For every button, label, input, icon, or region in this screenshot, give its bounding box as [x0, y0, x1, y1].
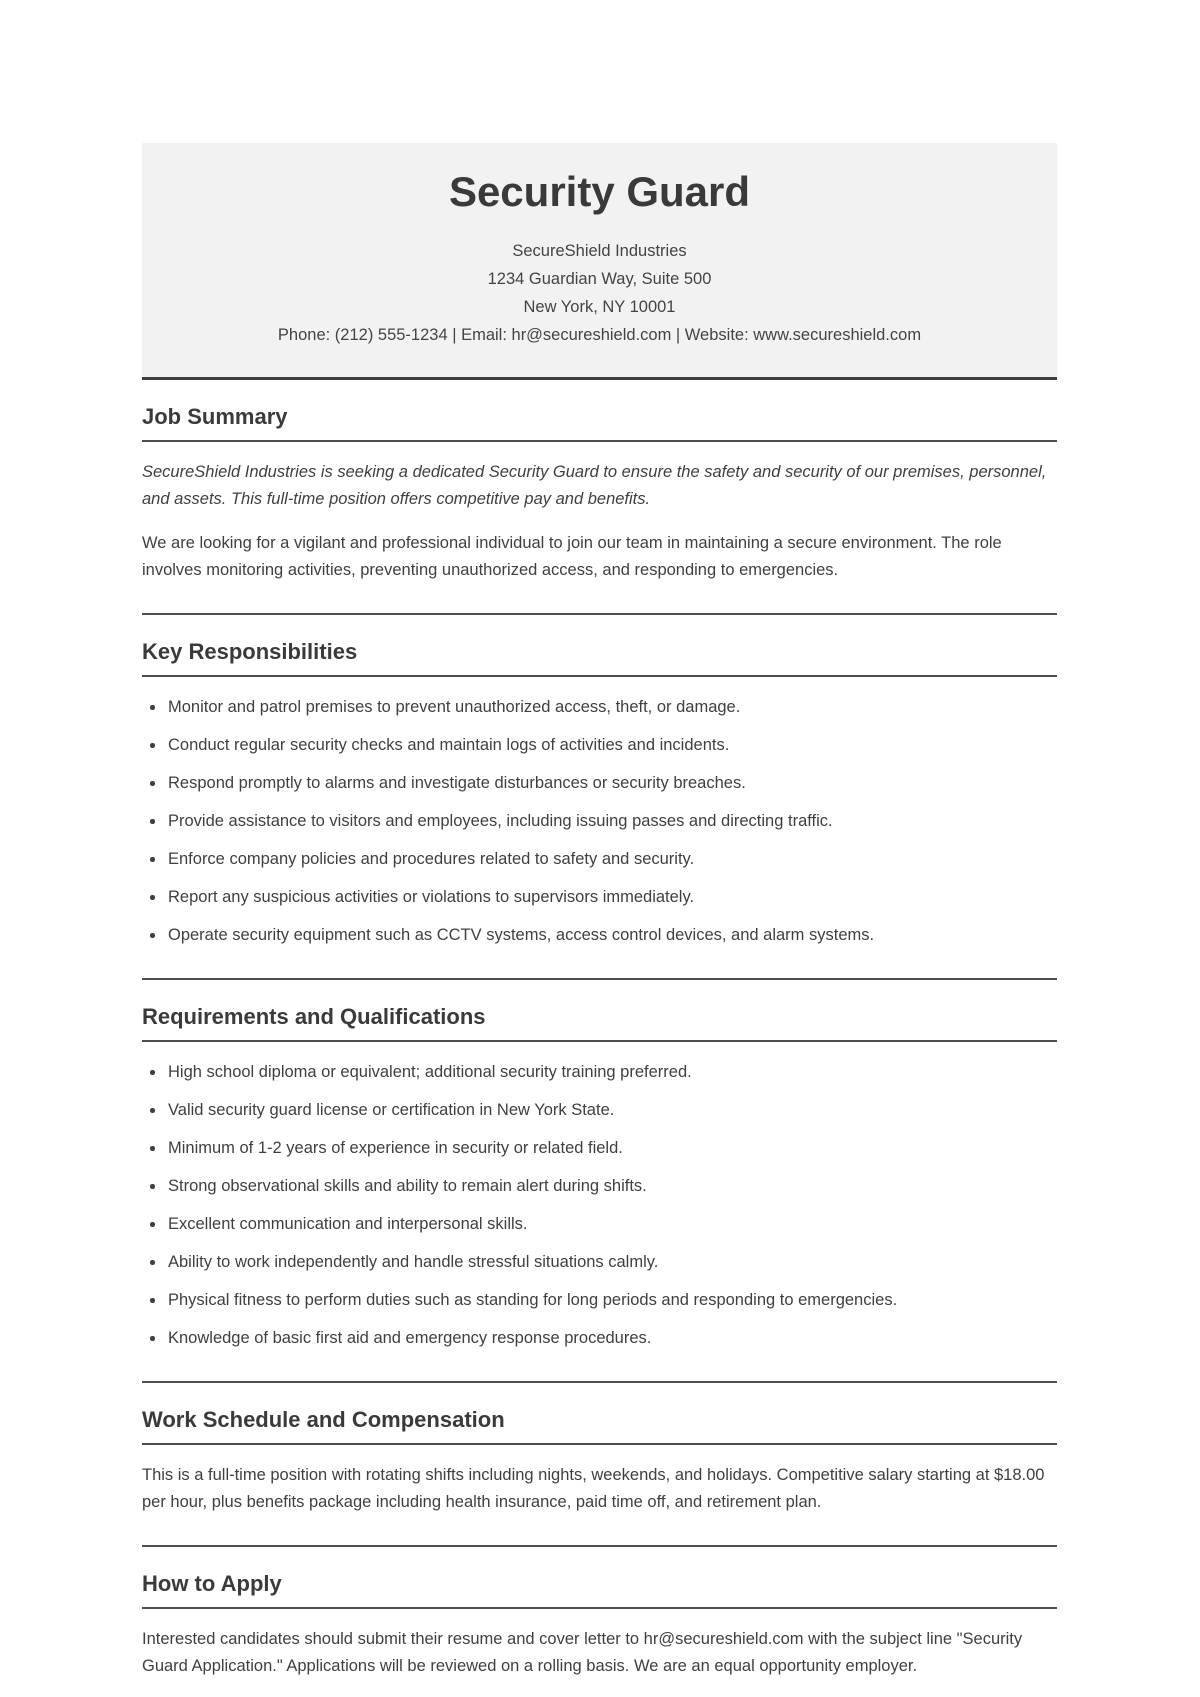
requirements-heading: Requirements and Qualifications: [142, 1004, 486, 1029]
section-job-summary: [142, 402, 1057, 584]
responsibility-item: Monitor and patrol premises to prevent unauthorized access, theft, or damage.: [142, 694, 1057, 721]
section-key-responsibilities: [142, 637, 1057, 949]
section-how-to-apply: [142, 1569, 1057, 1680]
job-summary-heading: Job Summary: [142, 404, 288, 429]
section-work-schedule: [142, 1405, 1057, 1516]
contact-line: Phone: (212) 555-1234 | Email: hr@secureshield.com | Website: www.secureshield.com: [277, 326, 922, 344]
address-city: New York, NY 10001: [523, 298, 676, 316]
heading-divider: [142, 440, 1057, 442]
how-to-apply-paragraph: Interested candidates should submit their resume and cover letter to hr@secureshield.com with the subject line "Security Guard Application." Applications will be reviewed on a rolling basis. We are an equal opportunity employer.: [142, 1630, 1023, 1675]
requirement-item: Knowledge of basic first aid and emergency response procedures.: [142, 1325, 1057, 1352]
requirement-item: Physical fitness to perform duties such as standing for long periods and responding to emergencies.: [142, 1287, 1057, 1314]
heading-divider: [142, 1443, 1057, 1445]
section-divider: [142, 1381, 1057, 1383]
section-requirements: [142, 1002, 1057, 1352]
responsibilities-list: [142, 694, 1057, 949]
requirements-list: [142, 1059, 1057, 1352]
requirement-item: Minimum of 1-2 years of experience in security or related field.: [142, 1135, 1057, 1162]
job-summary-intro-paragraph: SecureShield Industries is seeking a dedicated Security Guard to ensure the safety and security of our premises, personnel, and assets. This full-time position offers competitive pay and benefits.: [142, 463, 1047, 508]
work-schedule-paragraph: This is a full-time position with rotating shifts including nights, weekends, and holidays. Competitive salary starting at $18.00 per hour, plus benefits package including health insurance, paid time off, and retirement plan.: [142, 1466, 1045, 1511]
responsibility-item: Enforce company policies and procedures related to safety and security.: [142, 846, 1057, 873]
requirement-item: Valid security guard license or certification in New York State.: [142, 1097, 1057, 1124]
responsibility-item: Provide assistance to visitors and employees, including issuing passes and directing traffic.: [142, 808, 1057, 835]
heading-divider: [142, 1040, 1057, 1042]
responsibility-item: Operate security equipment such as CCTV systems, access control devices, and alarm systems.: [142, 922, 1057, 949]
company-name: SecureShield Industries: [512, 242, 687, 260]
requirement-item: Excellent communication and interpersonal skills.: [142, 1211, 1057, 1238]
requirement-item: Strong observational skills and ability to remain alert during shifts.: [142, 1173, 1057, 1200]
section-divider: [142, 978, 1057, 980]
how-to-apply-heading: How to Apply: [142, 1571, 282, 1596]
document-header: [142, 143, 1057, 380]
responsibility-item: Respond promptly to alarms and investigate disturbances or security breaches.: [142, 770, 1057, 797]
requirement-item: Ability to work independently and handle stressful situations calmly.: [142, 1249, 1057, 1276]
heading-divider: [142, 675, 1057, 677]
job-description-document: [142, 0, 1057, 1680]
work-schedule-heading: Work Schedule and Compensation: [142, 1407, 505, 1432]
section-divider: [142, 1545, 1057, 1547]
responsibility-item: Conduct regular security checks and maintain logs of activities and incidents.: [142, 732, 1057, 759]
address-street: 1234 Guardian Way, Suite 500: [487, 270, 712, 288]
heading-divider: [142, 1607, 1057, 1609]
key-responsibilities-heading: Key Responsibilities: [142, 639, 358, 664]
section-divider: [142, 613, 1057, 615]
requirement-item: High school diploma or equivalent; additional security training preferred.: [142, 1059, 1057, 1086]
job-summary-detail-paragraph: We are looking for a vigilant and professional individual to join our team in maintaining a secure environment. The role involves monitoring activities, preventing unauthorized access, and responding to emergencies.: [142, 534, 1002, 579]
job-title: Security Guard: [448, 168, 751, 215]
responsibility-item: Report any suspicious activities or violations to supervisors immediately.: [142, 884, 1057, 911]
